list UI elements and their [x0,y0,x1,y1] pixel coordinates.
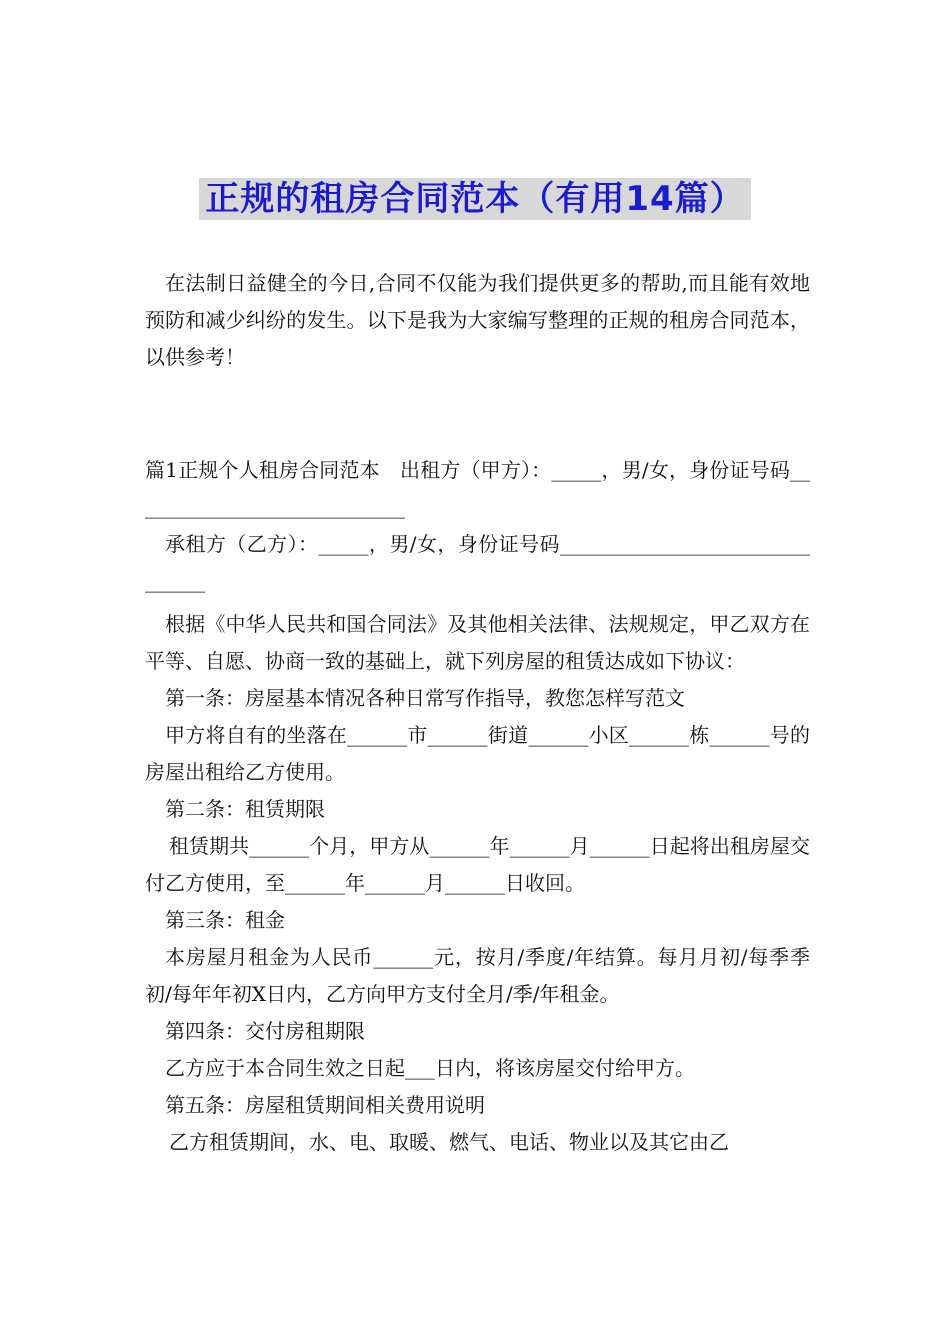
article-1-text: 甲方将自有的坐落在______市______街道______小区______栋______号的房屋出租给乙方使用。 [145,723,810,784]
article-2-text: 租赁期共______个月，甲方从______年______月______日起将出租房屋交付乙方使用，至______年______月______日收回。 [145,834,810,895]
article-5-heading: 第五条：房屋租赁期间相关费用说明 [165,1093,485,1117]
document-title: 正规的租房合同范本（有用14篇） [199,178,750,220]
lessee-paragraph: 承租方（乙方）：_____，男/女，身份证号码_______________________________ [145,532,810,593]
basis-paragraph: 根据《中华人民共和国合同法》及其他相关法律、法规规定，甲乙双方在平等、自愿、协商一致的基础上，就下列房屋的租赁达成如下协议： [145,612,810,673]
title-container [0,178,950,220]
intro-section [145,265,810,376]
intro-paragraph: 在法制日益健全的今日,合同不仅能为我们提供更多的帮助,而且能有效地预防和减少纠纷的发生。以下是我为大家编写整理的正规的租房合同范本，以供参考！ [145,271,810,369]
article-1-heading: 第一条：房屋基本情况各种日常写作指导，教您怎样写范文 [165,686,685,710]
article-2-heading: 第二条：租赁期限 [165,797,325,821]
article-4-heading: 第四条：交付房租期限 [165,1019,365,1043]
contract-body [145,452,810,1161]
article-5-text: 乙方租赁期间，水、电、取暖、燃气、电话、物业以及其它由乙 [169,1130,729,1154]
article-3-text: 本房屋月租金为人民币______元，按月/季度/年结算。每月月初/每季季初/每年年初X日内，乙方向甲方支付全月/季/年租金。 [145,945,810,1006]
article-4-text: 乙方应于本合同生效之日起___日内，将该房屋交付给甲方。 [165,1056,695,1080]
article-3-heading: 第三条：租金 [165,908,285,932]
contract-heading-paragraph: 篇1正规个人租房合同范本 出租方（甲方）：_____，男/女，身份证号码____________________________ [145,458,810,519]
